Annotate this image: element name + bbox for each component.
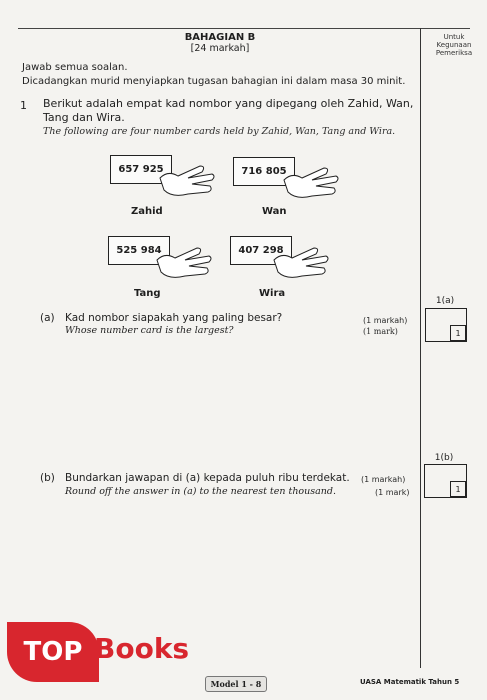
question-number: 1 [20, 99, 27, 112]
instruction-2: Dicadangkan murid menyiapkan tugasan bahagian ini dalam masa 30 minit. [22, 76, 406, 87]
number-card-tang: 525 984 [108, 236, 170, 265]
mark-box-label-1a: 1(a) [435, 296, 455, 306]
footer-subject: UASA Matematik Tahun 5 [360, 678, 460, 686]
footer-model: Model 1 - 8 [205, 676, 267, 692]
number-card-wira: 407 298 [230, 236, 292, 265]
question-translation: The following are four number cards held by Zahid, Wan, Tang and Wira. [43, 126, 396, 137]
section-title: BAHAGIAN B [184, 32, 256, 43]
examiner-note-line: Pemeriksa [435, 49, 473, 57]
mark-box-1a-score: 1 [450, 325, 466, 341]
subq-a-marks-en: (1 mark) [363, 327, 398, 336]
examiner-note-line: Untuk [443, 33, 465, 41]
subq-a-label: (a) [40, 312, 55, 324]
card-owner-wan: Wan [262, 206, 287, 217]
logo-top: TOP [7, 622, 99, 682]
subq-a-marks: (1 markah) [363, 316, 408, 325]
subq-b-label: (b) [40, 472, 55, 484]
header-rule [18, 28, 470, 29]
mark-box-1b-score: 1 [450, 481, 466, 497]
subq-b-translation: Round off the answer in (a) to the nearest ten thousand. [65, 486, 337, 497]
hand-icon [158, 160, 218, 200]
number-card-zahid: 657 925 [110, 155, 172, 184]
section-marks: [24 markah] [190, 43, 250, 54]
subq-a-text: Kad nombor siapakah yang paling besar? [65, 312, 283, 324]
margin-rule [420, 28, 421, 668]
card-owner-tang: Tang [134, 288, 161, 299]
subq-a-translation: Whose number card is the largest? [65, 325, 234, 336]
hand-icon [155, 242, 215, 282]
hand-icon [282, 162, 342, 202]
examiner-note [422, 33, 486, 57]
subq-b-marks-en: (1 mark) [375, 488, 410, 497]
examiner-note-line: Kegunaan [436, 41, 472, 49]
question-text: Berikut adalah empat kad nombor yang dipegang oleh Zahid, Wan, Tang dan Wira. [43, 97, 414, 124]
mark-box-label-1b: 1(b) [434, 453, 454, 463]
subq-b-text: Bundarkan jawapan di (a) kepada puluh ribu terdekat. [65, 472, 350, 484]
subq-b-marks: (1 markah) [361, 475, 406, 484]
card-owner-wira: Wira [259, 288, 286, 299]
logo-books: Books [94, 632, 190, 665]
number-card-wan: 716 805 [233, 157, 295, 186]
instruction-1: Jawab semua soalan. [22, 62, 128, 73]
hand-icon [272, 242, 332, 282]
card-owner-zahid: Zahid [131, 206, 163, 217]
